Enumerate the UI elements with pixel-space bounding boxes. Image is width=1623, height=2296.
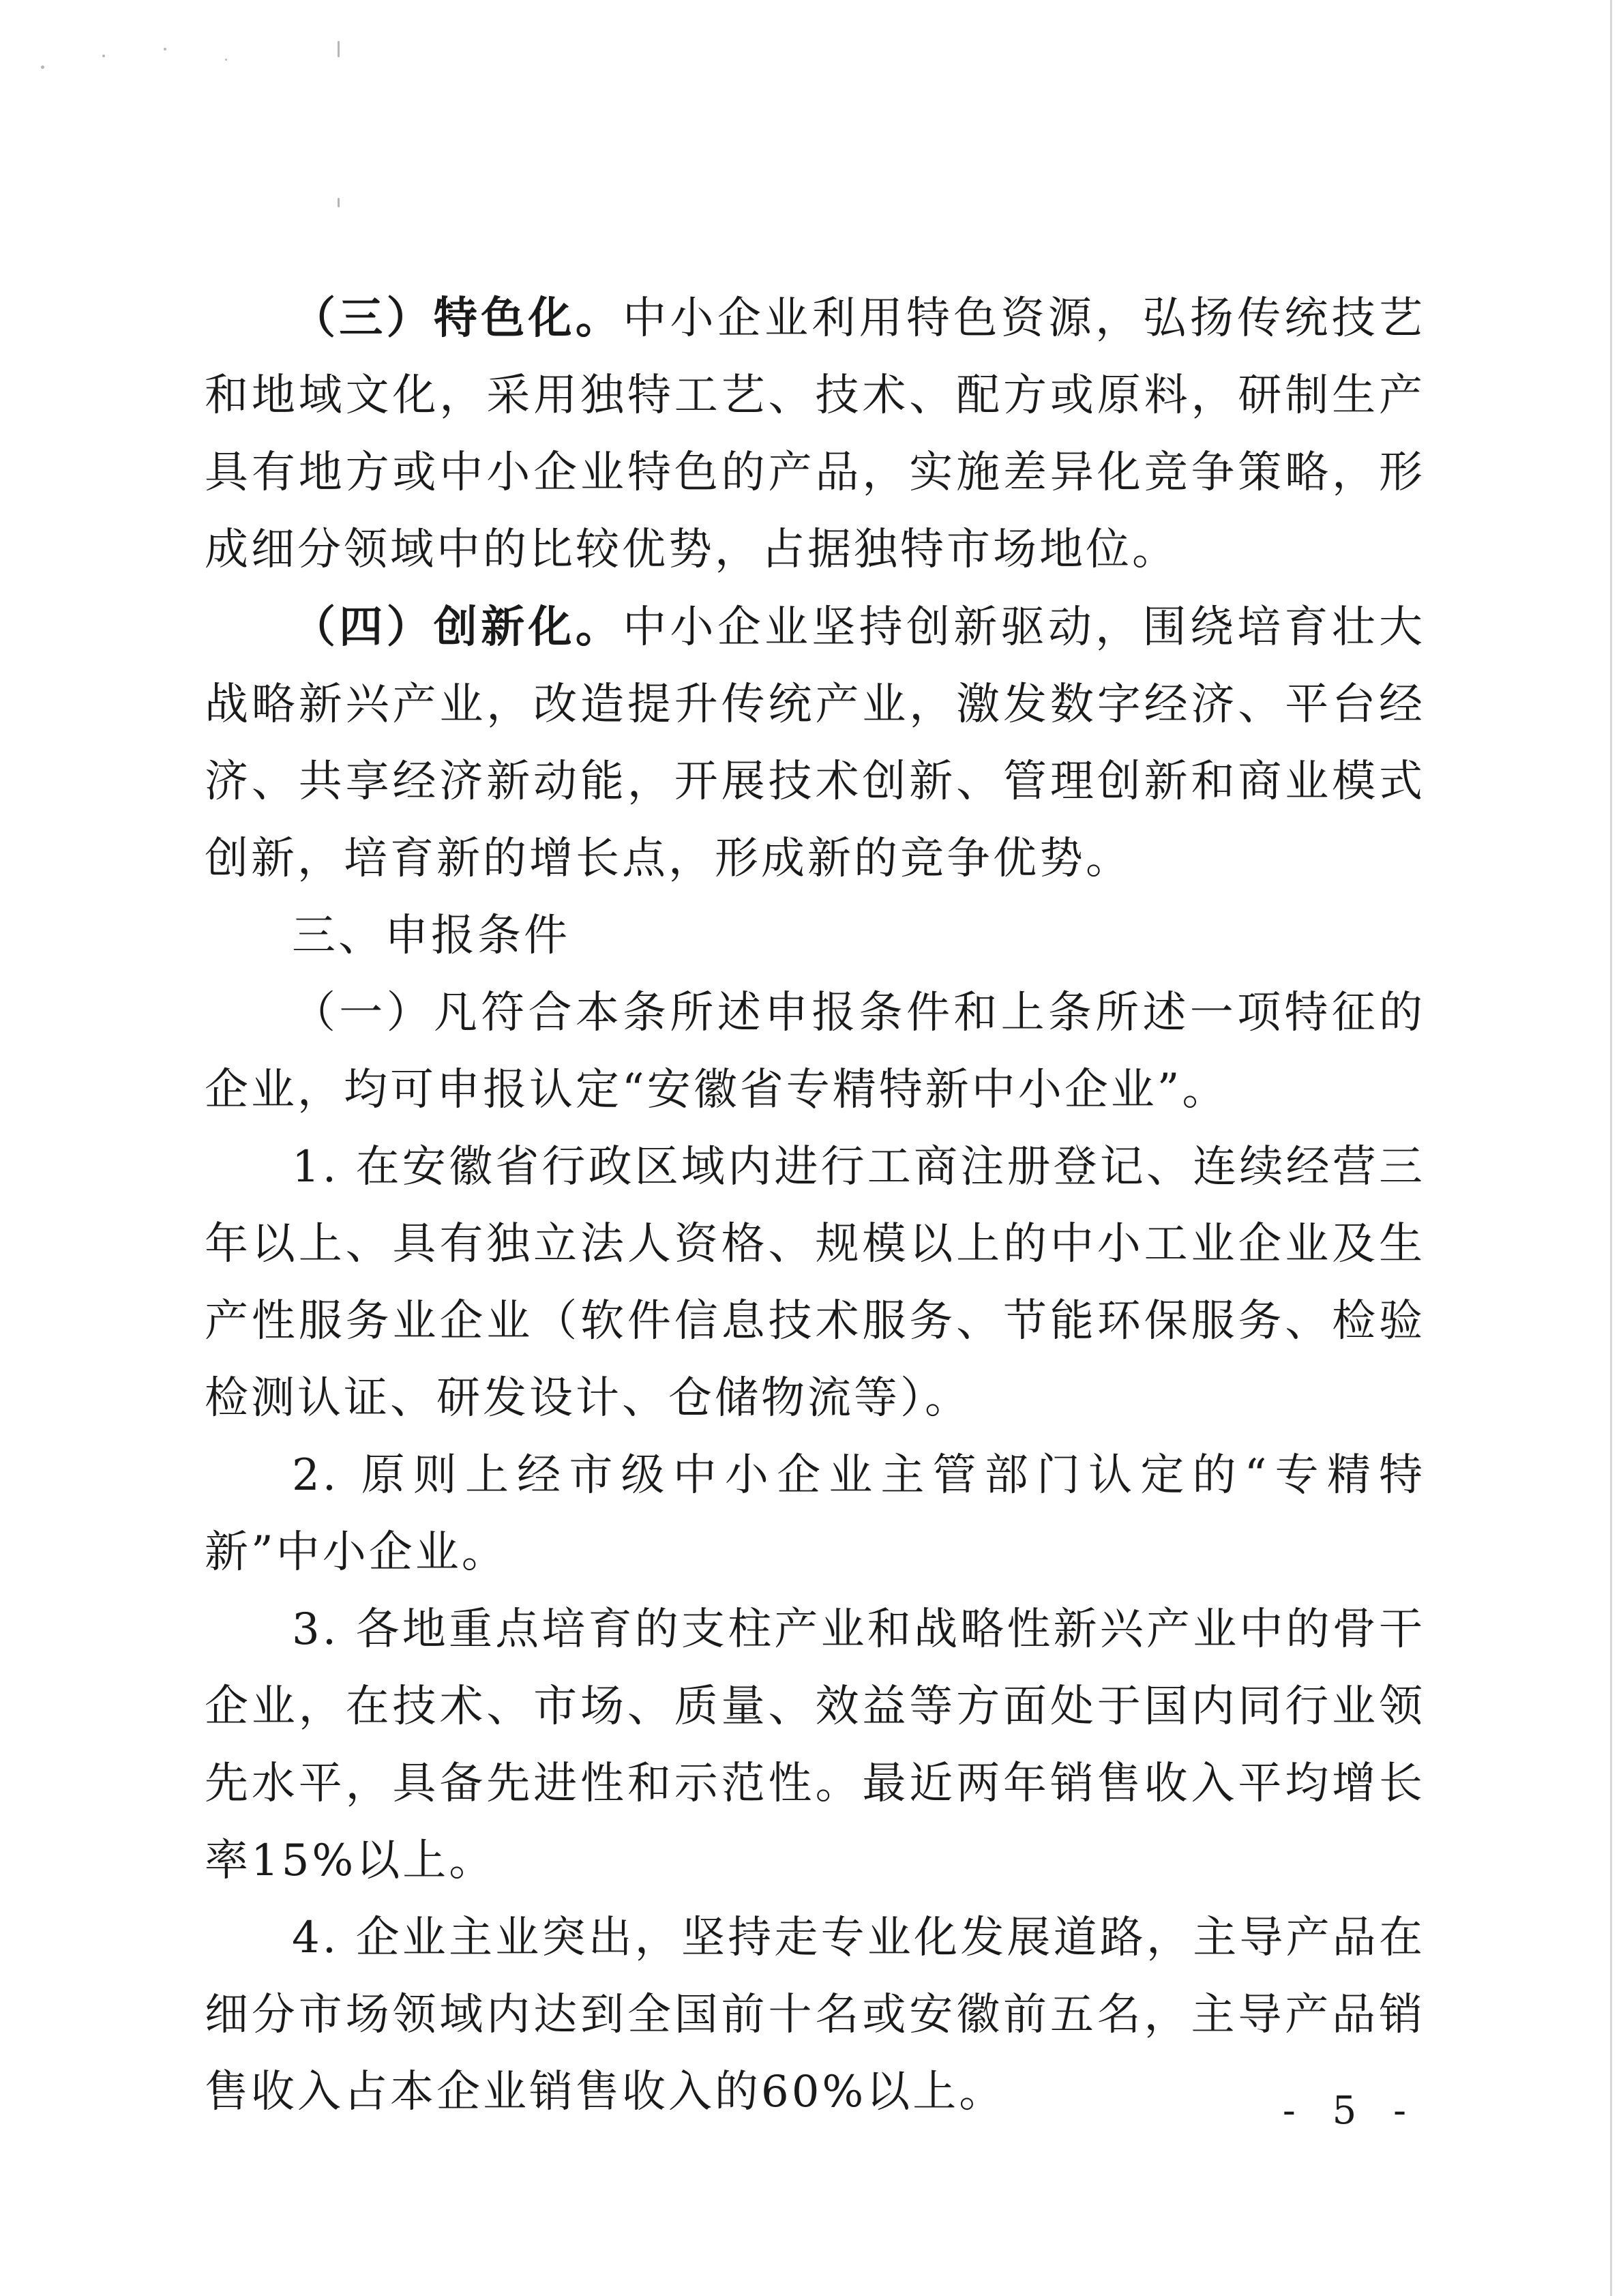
scan-speck [102,55,105,57]
scan-speck [41,65,44,69]
paragraph-characteristic [205,280,1425,589]
condition-intro: （一）凡符合本条所述申报条件和上条所述一项特征的企业，均可申报认定“安徽省专精特新中小企业”。 [205,988,1425,1115]
condition-item-3: 3. 各地重点培育的支柱产业和战略性新兴产业中的骨干企业，在技术、市场、质量、效益等方面处于国内同行业领先水平，具备先进性和示范性。最近两年销售收入平均增长率15%以上。 [205,1604,1425,1886]
condition-item-2: 2. 原则上经市级中小企业主管部门认定的“专精特新”中小企业。 [205,1450,1425,1578]
scan-edge-line [1610,0,1612,2296]
scan-speck [338,41,340,57]
document-body [205,280,1425,2131]
paragraph-text: 中小企业利用特色资源，弘扬传统技艺和地域文化，采用独特工艺、技术、配方或原料，研制生产具有地方或中小企业特色的产品，实施差异化竞争策略，形成细分领域中的比较优势，占据独特市场地位。 [205,293,1426,575]
scan-speck [225,59,227,61]
condition-item-1: 1. 在安徽省行政区域内进行工商注册登记、连续经营三年以上、具有独立法人资格、规模以上的中小工业企业及生产性服务业企业（软件信息技术服务、节能环保服务、检验检测认证、研发设计、仓储物流等）。 [205,1142,1425,1424]
section-title: 三、申报条件 [292,911,570,961]
paragraph-lead: （三）特色化。 [292,293,623,344]
scan-speck [338,198,340,207]
paragraph-innovation [205,589,1425,898]
page-number: - 5 - [1282,2089,1418,2133]
paragraph-lead: （四）创新化。 [292,602,623,653]
paragraph-text: 中小企业坚持创新驱动，围绕培育壮大战略新兴产业，改造提升传统产业，激发数字经济、平台经济、共享经济新动能，开展技术创新、管理创新和商业模式创新，培育新的增长点，形成新的竞争优势。 [205,602,1426,884]
condition-item-4: 4. 企业主业突出，坚持走专业化发展道路，主导产品在细分市场领域内达到全国前十名或安徽前五名，主导产品销售收入占本企业销售收入的60%以上。 [205,1913,1425,2117]
scan-speck [164,48,166,50]
